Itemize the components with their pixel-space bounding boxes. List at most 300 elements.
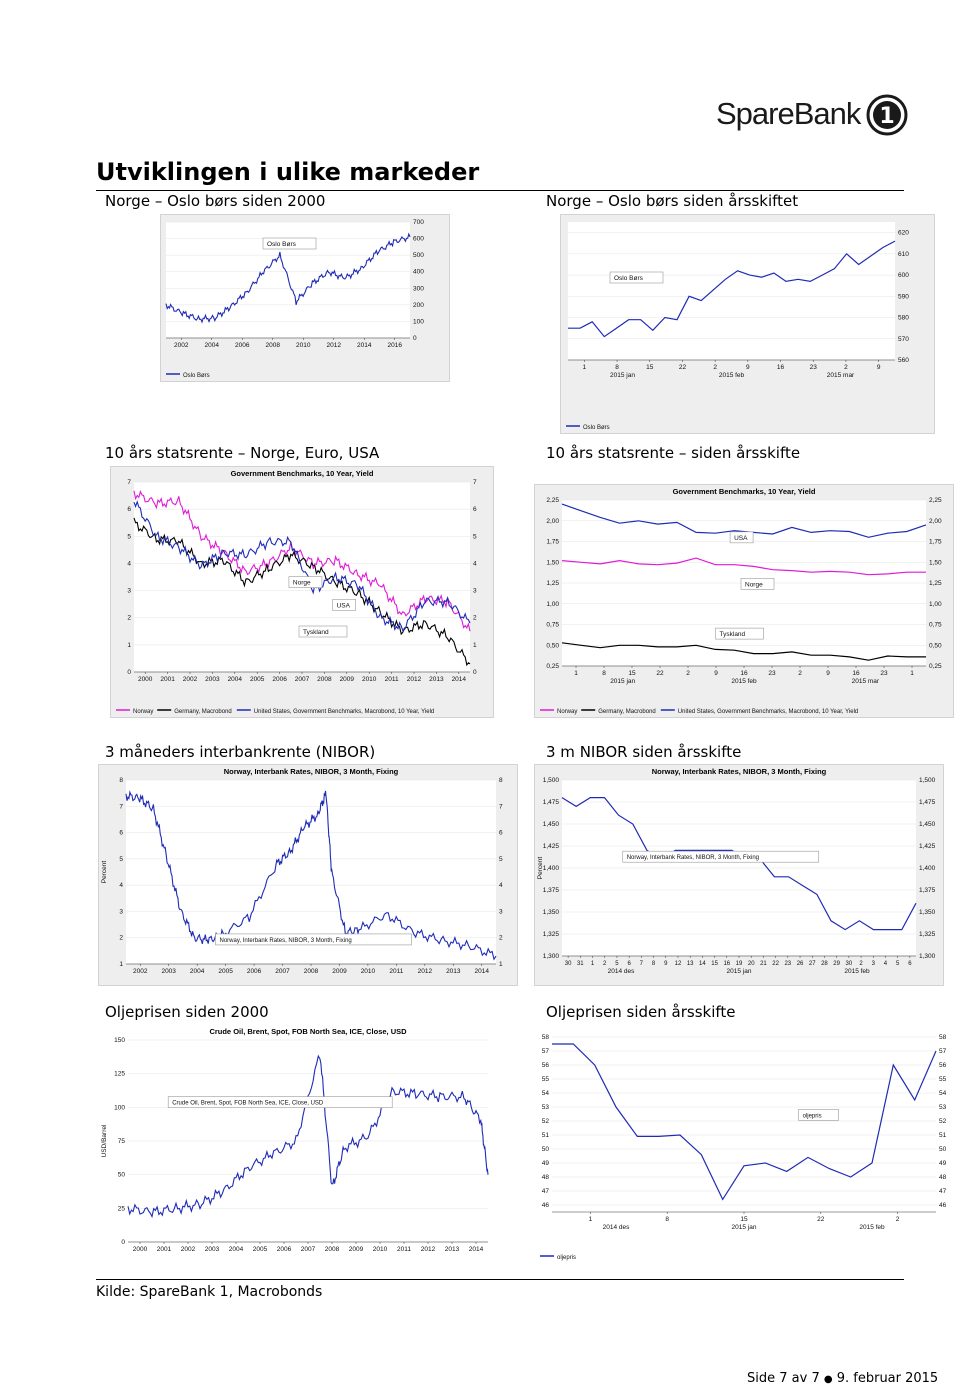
y-tick-label: 8 — [119, 777, 123, 784]
y-tick-label: 400 — [413, 268, 424, 276]
x-tick-label: 2012 — [420, 1246, 436, 1253]
plot-area — [568, 222, 895, 360]
heading-oslo-2000: Norge – Oslo børs siden 2000 — [105, 192, 326, 210]
y-tick-label: 46 — [541, 1202, 549, 1209]
x-tick-label: 16 — [776, 364, 785, 371]
chart-nibor-long — [98, 764, 518, 986]
x-tick-label: 2010 — [296, 342, 311, 349]
x-tick-label: 2014 — [474, 968, 490, 975]
y-tick-label: 7 — [473, 479, 477, 486]
y-tick-label: 2 — [473, 614, 477, 622]
y-tick-label: 2 — [499, 934, 503, 942]
y-tick-label: 3 — [499, 908, 503, 916]
x-tick-label: 2010 — [372, 1246, 388, 1253]
x-tick-label: 2002 — [182, 676, 198, 683]
x-tick-label: 8 — [615, 364, 619, 371]
y-tick-label: 0,25 — [546, 663, 559, 670]
y-tick-label: 1,375 — [542, 887, 559, 894]
x-tick-label: 2011 — [384, 676, 399, 683]
y-tick-label: 1,75 — [546, 538, 559, 546]
chart-svg-gov_ytd — [534, 484, 954, 718]
legend-label: Norway — [133, 709, 154, 715]
x-tick-label: 2016 — [387, 342, 402, 349]
brand-mark: 1 — [879, 104, 895, 129]
y-tick-label: 1,500 — [919, 777, 936, 784]
x-tick-label: 9 — [876, 364, 881, 371]
y-tick-label: 1,00 — [929, 600, 942, 608]
x-tick-label: 1 — [574, 670, 578, 677]
y-tick-label: 52 — [939, 1118, 947, 1125]
legend-label: United States, Government Benchmarks, Macrobond, 10 Year, Yield — [677, 709, 859, 715]
x-tick-label: 2008 — [303, 968, 319, 975]
y-tick-label: 6 — [499, 829, 503, 837]
y-tick-label: 51 — [939, 1132, 947, 1139]
y-tick-label: 1,450 — [919, 821, 936, 828]
x-tick-label: 9 — [746, 364, 750, 371]
x-group-label: 2014 des — [602, 1224, 630, 1231]
y-tick-label: 1,325 — [542, 931, 559, 938]
x-tick-label: 1 — [590, 961, 595, 967]
y-tick-label: 1,475 — [919, 799, 936, 806]
x-tick-label: 12 — [674, 961, 682, 967]
y-tick-label: 1 — [119, 961, 123, 968]
x-tick-label: 9 — [664, 961, 668, 967]
chart-title: Government Benchmarks, 10 Year, Yield — [672, 487, 816, 496]
inline-label: Norge — [292, 579, 311, 587]
y-tick-label: 300 — [413, 285, 424, 293]
x-tick-label: 15 — [628, 670, 636, 677]
page-footer — [747, 1371, 938, 1386]
x-tick-label: 22 — [656, 670, 664, 677]
x-tick-label: 2 — [603, 961, 607, 967]
chart-title: Crude Oil, Brent, Spot, FOB North Sea, ICE, Close, USD — [209, 1027, 407, 1036]
y-tick-label: 610 — [898, 250, 909, 258]
legend-label: Norway — [557, 709, 578, 715]
page-title: Utviklingen i ulike markeder — [96, 158, 480, 186]
heading-oil-long: Oljeprisen siden 2000 — [105, 1003, 269, 1021]
footer-date: 9. februar 2015 — [836, 1371, 939, 1386]
y-tick-label: 100 — [114, 1104, 125, 1112]
y-tick-label: 46 — [939, 1202, 947, 1209]
footer-bullet: ● — [823, 1374, 833, 1385]
chart-title: Norway, Interbank Rates, NIBOR, 3 Month, Fixing — [651, 767, 827, 776]
y-tick-label: 1,400 — [542, 865, 559, 872]
x-tick-label: 23 — [784, 961, 792, 967]
x-tick-label: 2 — [895, 1216, 900, 1223]
x-tick-label: 2008 — [324, 1246, 340, 1253]
y-tick-label: 1,475 — [542, 799, 559, 806]
x-tick-label: 2008 — [265, 342, 280, 349]
x-tick-label: 2 — [686, 670, 690, 677]
y-axis-label: USD/Barrel — [101, 1124, 108, 1158]
y-axis-label: Percent — [537, 856, 544, 880]
y-tick-label: 500 — [413, 252, 424, 260]
y-tick-label: 4 — [473, 560, 477, 568]
y-tick-label: 1,50 — [929, 559, 942, 567]
y-tick-label: 4 — [499, 882, 503, 890]
y-tick-label: 0,50 — [546, 642, 559, 650]
y-tick-label: 1,50 — [546, 559, 559, 567]
y-tick-label: 1,375 — [919, 887, 936, 894]
y-tick-label: 3 — [119, 908, 123, 916]
x-tick-label: 2007 — [294, 676, 310, 683]
x-group-label: 2015 mar — [826, 372, 855, 379]
y-axis-label: Percent — [101, 860, 108, 884]
x-group-label: 2015 feb — [718, 372, 745, 379]
x-tick-label: 15 — [646, 364, 654, 371]
sparebank-logo — [716, 92, 908, 138]
x-tick-label: 2014 — [468, 1246, 484, 1253]
x-group-label: 2015 jan — [731, 1224, 757, 1231]
y-tick-label: 590 — [898, 293, 909, 301]
chart-svg-gov_long — [110, 466, 494, 718]
inline-label: Oslo Børs — [267, 241, 296, 248]
x-tick-label: 2003 — [161, 968, 176, 975]
y-tick-label: 0 — [413, 335, 417, 342]
x-tick-label: 2011 — [397, 1246, 411, 1253]
inline-label: Crude Oil, Brent, Spot, FOB North Sea, ICE, Close, USD — [172, 1100, 324, 1107]
x-tick-label: 2005 — [249, 676, 265, 683]
y-tick-label: 1,425 — [919, 843, 936, 850]
inline-label: oljepris — [802, 1113, 822, 1120]
chart-nibor-ytd — [534, 764, 944, 986]
heading-nibor-long: 3 måneders interbankrente (NIBOR) — [105, 743, 376, 761]
x-tick-label: 2002 — [174, 342, 189, 349]
x-tick-label: 2000 — [137, 676, 153, 683]
y-tick-label: 52 — [541, 1118, 549, 1125]
y-tick-label: 57 — [541, 1048, 549, 1055]
legend-label: Oslo Børs — [583, 425, 610, 431]
x-tick-label: 1 — [582, 364, 587, 371]
x-group-label: 2015 jan — [726, 968, 752, 975]
y-tick-label: 1,00 — [546, 600, 559, 608]
x-tick-label: 16 — [723, 961, 731, 967]
inline-label: Tyskland — [719, 631, 746, 639]
x-tick-label: 15 — [711, 961, 718, 967]
x-tick-label: 8 — [665, 1216, 670, 1223]
x-tick-label: 2006 — [246, 968, 262, 975]
chart-title: Norway, Interbank Rates, NIBOR, 3 Month, Fixing — [223, 767, 399, 776]
inline-label: Norge — [745, 581, 763, 589]
y-tick-label: 200 — [413, 301, 424, 309]
y-tick-label: 48 — [939, 1174, 947, 1181]
x-tick-label: 2 — [798, 670, 802, 677]
brand-name: SpareBank — [716, 96, 861, 131]
y-tick-label: 5 — [473, 533, 477, 541]
x-tick-label: 2 — [844, 364, 848, 371]
y-tick-label: 7 — [499, 803, 503, 811]
y-tick-label: 4 — [127, 560, 131, 568]
inline-label: Norway, Interbank Rates, NIBOR, 3 Month, Fixing — [219, 937, 352, 944]
x-tick-label: 2 — [713, 364, 717, 371]
y-tick-label: 49 — [541, 1160, 549, 1167]
x-tick-label: 6 — [908, 961, 912, 967]
x-tick-label: 8 — [651, 961, 656, 967]
chart-svg-oslo_2000 — [160, 214, 450, 382]
x-tick-label: 2006 — [272, 676, 287, 683]
y-tick-label: 0 — [127, 669, 131, 676]
x-tick-label: 26 — [796, 961, 804, 967]
y-tick-label: 1,400 — [919, 865, 936, 872]
x-tick-label: 23 — [809, 364, 817, 371]
y-tick-label: 580 — [898, 314, 909, 322]
y-tick-label: 0,25 — [929, 663, 942, 670]
x-tick-label: 2012 — [406, 676, 422, 683]
y-tick-label: 150 — [114, 1037, 125, 1044]
x-tick-label: 13 — [686, 961, 694, 967]
heading-nibor-ytd: 3 m NIBOR siden årsskifte — [546, 743, 742, 761]
y-tick-label: 50 — [541, 1146, 549, 1153]
y-tick-label: 6 — [119, 829, 123, 837]
y-tick-label: 1,350 — [919, 909, 936, 916]
y-tick-label: 48 — [541, 1174, 549, 1181]
x-tick-label: 2009 — [348, 1246, 364, 1253]
x-tick-label: 2007 — [275, 968, 290, 975]
y-tick-label: 600 — [413, 235, 424, 243]
y-tick-label: 7 — [119, 803, 123, 811]
y-tick-label: 1,300 — [542, 953, 559, 960]
x-tick-label: 29 — [833, 961, 840, 967]
x-tick-label: 2014 — [451, 676, 467, 683]
x-tick-label: 15 — [740, 1216, 748, 1223]
y-tick-label: 2,00 — [929, 517, 942, 525]
y-tick-label: 6 — [473, 506, 477, 514]
y-tick-label: 0,75 — [546, 621, 559, 629]
x-tick-label: 30 — [564, 961, 572, 967]
x-tick-label: 2013 — [444, 1246, 460, 1253]
chart-svg-oil_ytd — [534, 1024, 954, 1264]
y-tick-label: 3 — [473, 587, 477, 595]
x-tick-label: 22 — [772, 961, 779, 967]
y-tick-label: 1 — [473, 641, 477, 649]
x-tick-label: 2014 — [357, 342, 372, 349]
y-tick-label: 620 — [898, 229, 909, 237]
y-tick-label: 4 — [119, 882, 123, 890]
y-tick-label: 55 — [541, 1076, 549, 1083]
x-tick-label: 5 — [615, 961, 619, 967]
y-tick-label: 100 — [413, 318, 424, 326]
y-tick-label: 2,00 — [546, 517, 559, 525]
x-group-label: 2014 des — [607, 968, 635, 975]
heading-gov-ytd: 10 års statsrente – siden årsskifte — [546, 444, 801, 462]
x-tick-label: 2000 — [132, 1246, 148, 1253]
x-tick-label: 22 — [678, 364, 687, 371]
y-tick-label: 25 — [117, 1205, 125, 1213]
y-tick-label: 53 — [939, 1104, 947, 1111]
y-tick-label: 1,425 — [542, 843, 559, 850]
title-rule — [96, 190, 904, 191]
x-tick-label: 4 — [883, 961, 888, 967]
x-tick-label: 2006 — [235, 342, 250, 349]
x-tick-label: 2004 — [189, 968, 205, 975]
y-tick-label: 1,325 — [919, 931, 936, 938]
x-tick-label: 2013 — [429, 676, 444, 683]
x-tick-label: 19 — [735, 961, 743, 967]
y-tick-label: 1,25 — [929, 580, 942, 587]
heading-oil-ytd: Oljeprisen siden årsskifte — [546, 1003, 736, 1021]
x-tick-label: 30 — [845, 961, 853, 967]
chart-svg-nibor_long — [98, 764, 518, 986]
x-tick-label: 2005 — [218, 968, 233, 975]
y-tick-label: 7 — [127, 479, 131, 486]
inline-label: Tyskland — [303, 629, 329, 636]
y-tick-label: 50 — [939, 1146, 947, 1153]
x-tick-label: 2012 — [326, 342, 341, 349]
y-tick-label: 1,450 — [542, 821, 559, 828]
y-tick-label: 54 — [541, 1090, 549, 1097]
x-tick-label: 22 — [817, 1216, 825, 1223]
x-tick-label: 2011 — [389, 968, 404, 975]
y-tick-label: 2,25 — [929, 497, 942, 504]
y-tick-label: 1,300 — [919, 953, 936, 960]
x-tick-label: 2013 — [446, 968, 461, 975]
chart-gov-long — [110, 466, 494, 718]
y-tick-label: 58 — [939, 1034, 947, 1041]
x-group-label: 2015 feb — [731, 678, 757, 685]
y-tick-label: 53 — [541, 1104, 549, 1111]
x-tick-label: 2010 — [361, 676, 377, 683]
y-tick-label: 1 — [499, 961, 503, 968]
x-tick-label: 2004 — [204, 342, 219, 349]
footer-page: Side 7 av 7 — [747, 1371, 820, 1386]
y-tick-label: 1,500 — [542, 777, 559, 784]
y-tick-label: 54 — [939, 1090, 947, 1097]
inline-label: Norway, Interbank Rates, NIBOR, 3 Month, Fixing — [626, 855, 760, 862]
y-tick-label: 5 — [499, 855, 503, 863]
chart-oil-long — [98, 1024, 498, 1264]
x-tick-label: 2005 — [252, 1246, 268, 1253]
x-tick-label: 2002 — [132, 968, 148, 975]
y-tick-label: 6 — [127, 506, 131, 514]
y-tick-label: 0,50 — [929, 642, 942, 650]
heading-oslo-ytd: Norge – Oslo børs siden årsskiftet — [546, 192, 799, 210]
y-tick-label: 5 — [119, 855, 123, 863]
x-tick-label: 2009 — [339, 676, 355, 683]
x-group-label: 2015 jan — [610, 372, 635, 379]
legend-label: oljepris — [557, 1255, 577, 1261]
source-rule — [96, 1279, 904, 1280]
y-tick-label: 5 — [127, 533, 131, 541]
legend-label: United States, Government Benchmarks, Macrobond, 10 Year, Yield — [253, 709, 435, 715]
inline-label: USA — [336, 602, 350, 610]
x-tick-label: 27 — [808, 961, 816, 967]
y-tick-label: 50 — [117, 1171, 125, 1179]
x-tick-label: 5 — [896, 961, 900, 967]
x-tick-label: 23 — [880, 670, 888, 677]
y-tick-label: 570 — [898, 335, 909, 343]
y-tick-label: 0,75 — [929, 621, 942, 629]
chart-svg-oil_long — [98, 1024, 498, 1264]
legend-label: Germany, Macrobond — [598, 709, 656, 715]
x-tick-label: 2004 — [227, 676, 243, 683]
chart-title: Government Benchmarks, 10 Year, Yield — [230, 469, 374, 478]
y-tick-label: 58 — [541, 1034, 549, 1041]
y-tick-label: 49 — [939, 1160, 947, 1167]
x-tick-label: 2001 — [160, 676, 175, 683]
y-tick-label: 56 — [541, 1062, 549, 1069]
y-tick-label: 2,25 — [546, 497, 559, 504]
y-tick-label: 56 — [939, 1062, 947, 1069]
y-tick-label: 0 — [473, 669, 477, 676]
x-tick-label: 2012 — [417, 968, 433, 975]
x-tick-label: 28 — [821, 961, 828, 967]
x-tick-label: 9 — [826, 670, 830, 677]
x-tick-label: 20 — [747, 961, 755, 967]
y-tick-label: 560 — [898, 357, 909, 364]
x-tick-label: 31 — [576, 961, 584, 967]
x-tick-label: 2008 — [317, 676, 332, 683]
x-tick-label: 23 — [768, 670, 776, 677]
y-tick-label: 2 — [119, 934, 123, 942]
x-tick-label: 2003 — [204, 1246, 220, 1253]
x-tick-label: 7 — [639, 961, 644, 967]
y-tick-label: 2 — [127, 614, 131, 622]
y-tick-label: 125 — [114, 1070, 125, 1078]
x-tick-label: 2 — [859, 961, 863, 967]
chart-oil-ytd — [534, 1024, 954, 1264]
y-tick-label: 8 — [499, 777, 503, 784]
y-tick-label: 3 — [127, 587, 131, 595]
x-group-label: 2015 feb — [844, 968, 870, 975]
y-tick-label: 600 — [898, 272, 909, 280]
chart-svg-nibor_ytd — [534, 764, 944, 986]
inline-label: Oslo Børs — [614, 275, 643, 282]
y-tick-label: 1,25 — [546, 580, 559, 587]
y-tick-label: 1,350 — [542, 909, 559, 916]
x-tick-label: 14 — [699, 961, 706, 967]
x-tick-label: 2009 — [332, 968, 347, 975]
x-tick-label: 6 — [627, 961, 631, 967]
x-group-label: 2015 feb — [859, 1224, 885, 1231]
x-tick-label: 2002 — [180, 1246, 196, 1253]
chart-gov-ytd — [534, 484, 954, 718]
y-tick-label: 51 — [541, 1132, 549, 1139]
x-tick-label: 2007 — [300, 1246, 316, 1253]
y-tick-label: 1 — [127, 641, 131, 649]
x-group-label: 2015 mar — [851, 678, 880, 685]
y-tick-label: 55 — [939, 1076, 947, 1083]
legend-label: Oslo Børs — [183, 373, 210, 379]
sparebank-1-mark — [866, 92, 908, 138]
source-note: Kilde: SpareBank 1, Macrobonds — [96, 1284, 323, 1300]
x-tick-label: 3 — [871, 961, 875, 967]
y-tick-label: 0 — [121, 1239, 125, 1246]
x-tick-label: 9 — [714, 670, 718, 677]
chart-oslo-ytd — [560, 214, 935, 434]
y-tick-label: 75 — [117, 1138, 125, 1145]
chart-oslo-2000 — [160, 214, 450, 382]
y-tick-label: 47 — [541, 1188, 549, 1195]
y-tick-label: 47 — [939, 1188, 947, 1195]
y-tick-label: 57 — [939, 1048, 947, 1055]
x-tick-label: 2001 — [156, 1246, 172, 1253]
x-tick-label: 1 — [910, 670, 914, 677]
x-tick-label: 2004 — [228, 1246, 244, 1253]
x-tick-label: 16 — [740, 670, 748, 677]
y-tick-label: 1,75 — [929, 538, 942, 546]
x-tick-label: 1 — [588, 1216, 593, 1223]
heading-gov-long: 10 års statsrente – Norge, Euro, USA — [105, 444, 380, 462]
inline-label: USA — [734, 534, 748, 542]
legend-label: Germany, Macrobond — [174, 709, 232, 715]
y-tick-label: 700 — [413, 219, 424, 226]
x-group-label: 2015 jan — [610, 678, 636, 685]
x-tick-label: 2010 — [360, 968, 376, 975]
x-tick-label: 2006 — [276, 1246, 292, 1253]
chart-svg-oslo_ytd — [560, 214, 935, 434]
x-tick-label: 8 — [602, 670, 606, 677]
x-tick-label: 2003 — [205, 676, 220, 683]
